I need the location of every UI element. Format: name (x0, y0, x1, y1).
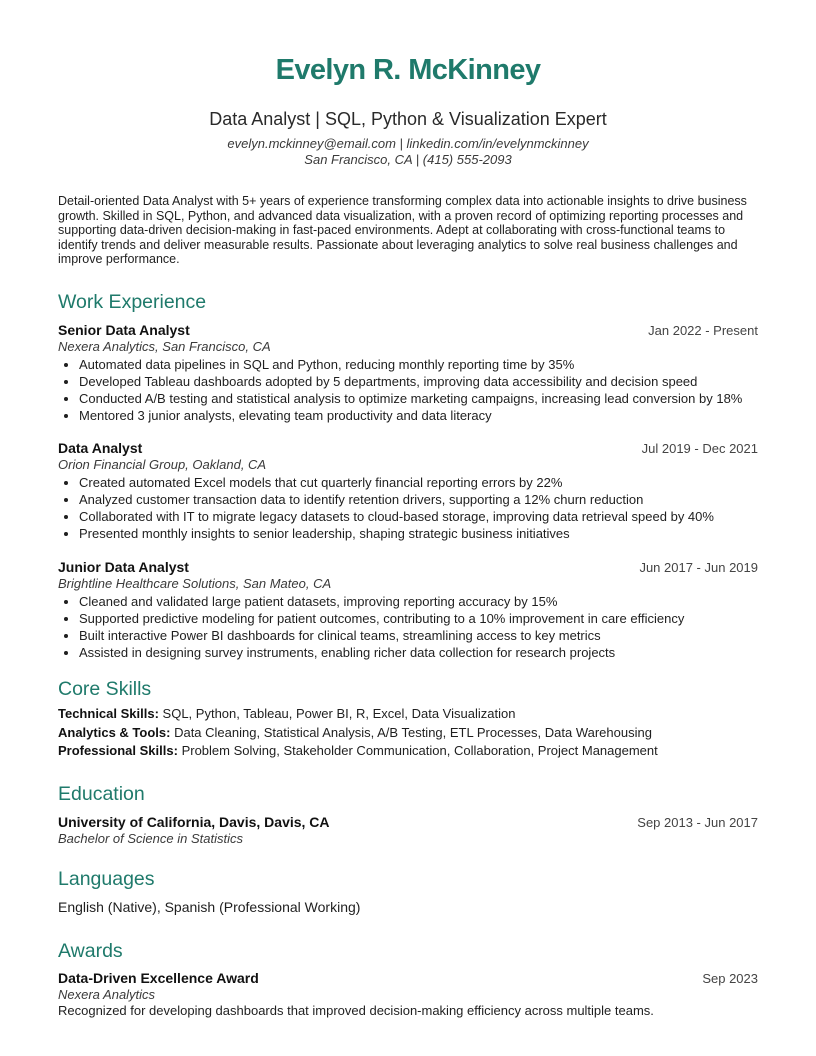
job-bullet: • Cleaned and validated large patient datasets, improving reporting accuracy by 15% (79, 594, 758, 610)
job-bullet: • Mentored 3 junior analysts, elevating team productivity and data literacy (79, 408, 758, 424)
skill-label: Technical Skills: (58, 706, 159, 721)
skill-value: Data Cleaning, Statistical Analysis, A/B Testing, ETL Processes, Data Warehousing (174, 724, 652, 740)
award-title: Data-Driven Excellence Award (58, 969, 259, 986)
education-entry (58, 814, 758, 847)
job-header (58, 440, 758, 456)
job-bullet: • Assisted in designing survey instruments, enabling richer data collection for research projects (79, 645, 758, 661)
job-title: Data Analyst (58, 440, 143, 456)
award-entry (58, 970, 758, 1018)
languages-list: English (Native), Spanish (Professional Working) (58, 898, 361, 915)
job-bullet: • Automated data pipelines in SQL and Python, reducing monthly reporting time by 35% (79, 357, 758, 373)
education-section (58, 782, 758, 847)
section-title-education: Education (58, 782, 145, 805)
degree: Bachelor of Science in Statistics (58, 830, 243, 846)
job-bullet: • Created automated Excel models that cut quarterly financial reporting errors by 22% (79, 475, 758, 491)
job-dates: Jan 2022 - Present (648, 322, 758, 338)
skill-value: SQL, Python, Tableau, Power BI, R, Excel, Data Visualization (162, 706, 516, 721)
job-header (58, 322, 758, 338)
job-title: Senior Data Analyst (58, 321, 190, 338)
job-bullet: • Presented monthly insights to senior leadership, shaping strategic business initiatives (79, 526, 758, 542)
job-dates: Jul 2019 - Dec 2021 (641, 441, 758, 456)
job-bullets (58, 357, 758, 424)
candidate-name: Evelyn R. McKinney (275, 54, 541, 86)
award-organization: Nexera Analytics (58, 986, 156, 1002)
headline: Data Analyst | SQL, Python & Visualization Expert (209, 109, 607, 129)
job-title: Junior Data Analyst (58, 558, 189, 575)
contact-line-email-linkedin: evelyn.mckinney@email.com | linkedin.com/in/evelynmckinney (227, 136, 589, 151)
skill-line (58, 705, 758, 724)
awards-section (58, 939, 758, 1018)
skill-label: Professional Skills: (58, 743, 178, 758)
job-header (58, 559, 758, 575)
job-company: Brightline Healthcare Solutions, San Mateo, CA (58, 575, 332, 591)
job-bullet: • Built interactive Power BI dashboards for clinical teams, streamlining access to key metrics (79, 628, 758, 644)
job-entry (58, 559, 758, 661)
skill-value: Problem Solving, Stakeholder Communication, Collaboration, Project Management (181, 743, 658, 758)
section-title-work: Work Experience (58, 290, 207, 313)
section-title-awards: Awards (58, 939, 123, 962)
skill-line (58, 724, 758, 743)
award-header (58, 970, 758, 986)
school-name: University of California, Davis, Davis, CA (58, 813, 330, 830)
education-header (58, 814, 758, 830)
job-entry (58, 440, 758, 542)
skills-list (58, 705, 758, 761)
job-bullet: • Conducted A/B testing and statistical analysis to optimize marketing campaigns, increasing lead conversion by 18% (79, 391, 758, 407)
professional-summary: Detail-oriented Data Analyst with 5+ years of experience transforming complex data into actionable insights to drive business growth. Skilled in SQL, Python, and advanced data visualization, with a proven record of optimizing reporting processes and supporting data-driven decision-making in fast-paced environments. Adept at collaborating with cross-functional teams to identify trends and deliver measurable results. Passionate about leveraging analytics to solve real business challenges and improve performance. (58, 194, 747, 266)
job-company: Orion Financial Group, Oakland, CA (58, 457, 267, 472)
work-experience-section (58, 290, 758, 661)
award-date: Sep 2023 (702, 970, 758, 986)
job-bullet: • Collaborated with IT to migrate legacy datasets to cloud-based storage, improving data retrieval speed by 40% (79, 509, 758, 525)
job-bullet: • Developed Tableau dashboards adopted by 5 departments, improving data accessibility and decision speed (79, 374, 758, 390)
contact-info (58, 136, 758, 168)
job-bullets (58, 594, 758, 661)
job-bullets (58, 475, 758, 542)
section-title-languages: Languages (58, 867, 155, 890)
languages-section (58, 867, 758, 916)
award-description: Recognized for developing dashboards that improved decision-making efficiency across multiple teams. (58, 1002, 654, 1018)
resume-header (58, 50, 758, 168)
skill-label: Analytics & Tools: (58, 724, 171, 740)
job-bullet: • Analyzed customer transaction data to identify retention drivers, supporting a 12% churn reduction (79, 492, 758, 508)
job-company: Nexera Analytics, San Francisco, CA (58, 338, 271, 354)
job-dates: Jun 2017 - Jun 2019 (639, 559, 758, 575)
job-bullet: • Supported predictive modeling for patient outcomes, contributing to a 10% improvement in care efficiency (79, 611, 758, 627)
core-skills-section (58, 677, 758, 761)
skill-line (58, 742, 758, 761)
contact-line-location-phone: San Francisco, CA | (415) 555-2093 (304, 152, 512, 167)
education-dates: Sep 2013 - Jun 2017 (637, 814, 758, 830)
job-entry (58, 322, 758, 424)
section-title-skills: Core Skills (58, 678, 152, 700)
